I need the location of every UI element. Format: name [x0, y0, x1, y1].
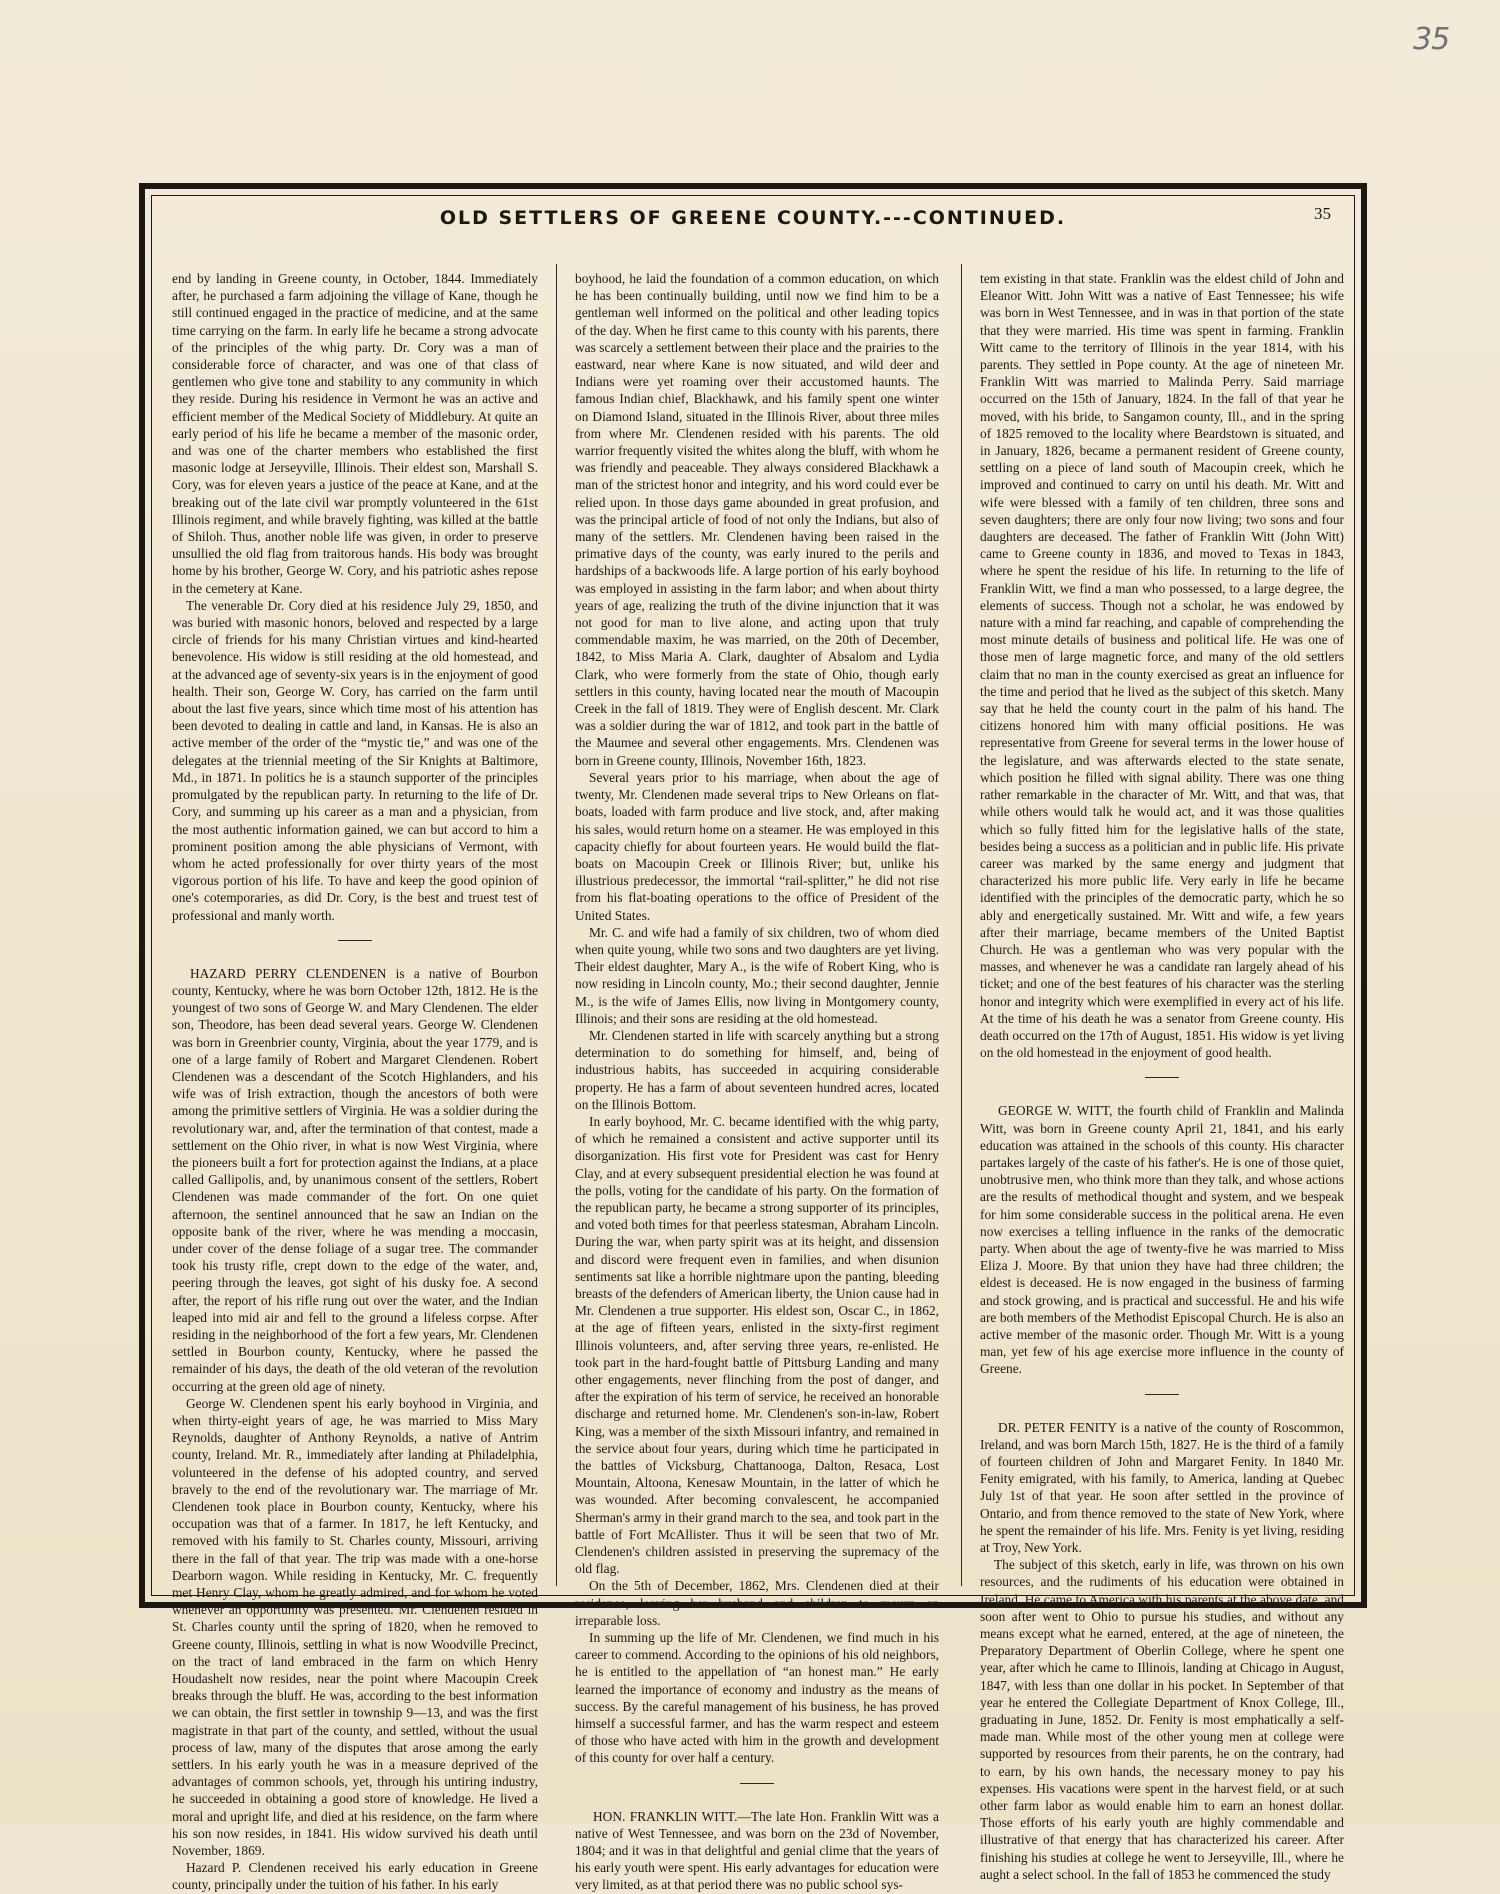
paragraph: boyhood, he laid the foundation of a common education, on which he has been continually building, until now we find him to be a gentleman well informed on the political and other leading topics of the day. When he first came to this county with his parents, there was scarcely a settlement between their place and the prairies to the eastward, near where Kane is now situated, and wild deer and Indians were yet roaming over their accustomed haunts. The famous Indian chief, Blackhawk, and his family spent one winter on Diamond Island, situated in the Illinois River, about three miles from where Mr. Clendenen resided with his parents. The old warrior frequently visited the whites along the bluff, with whom he was friendly and peaceable. They always considered Blackhawk a man of the strictest honor and integrity, and his word could ever be relied upon. In those days game abounded in great profusion, and was the principal article of food of not only the Indians, but also of many of the settlers. Mr. Clendenen having been raised in the primative days of the county, was early inured to the perils and hardships of a backwoods life. A large portion of his early boyhood was employed in assisting in the farm labor; and when about thirty years of age, realizing the truth of the divine injunction that it was not good for man to live alone, and acting upon that truly commendable maxim, he was married, on the 20th of December, 1842, to Miss Maria A. Clark, daughter of Absalom and Lydia Clark, who were formerly from the state of Ohio, though early settlers in this county, having located near the mouth of Macoupin Creek in the fall of 1819. They were of English descent. Mr. Clark was a soldier during the war of 1812, and took part in the battle of the Maumee and several other engagements. Mrs. Clendenen was born in Greene county, Illinois, November 16th, 1823.: [575, 271, 939, 768]
paragraph: end by landing in Greene county, in October, 1844. Immediately after, he purchased a farm adjoining the village of Kane, though he still continued engaged in the practice of medicine, and at the same time carrying on the farm. In early life he became a strong advocate of the principles of the whig party. Dr. Cory was a man of considerable force of character, and was one of that class of gentlemen who give tone and stability to any community in which they reside. During his residence in Vermont he was an active and efficient member of the Medical Society of Middlebury. At quite an early period of his life he became a member of the masonic order, and was one of the charter members who established the first masonic lodge at Jerseyville, Illinois. Their eldest son, Marshall S. Cory, was for eleven years a justice of the peace at Kane, and at the breaking out of the late civil war promptly volunteered in the 61st Illinois regiment, and while bravely fighting, was killed at the battle of Shiloh. Thus, another noble life was given, in order to preserve unsullied the old flag from traitorous hands. His body was brought home by his brother, George W. Cory, and his patriotic ashes repose in the cemetery at Kane.: [172, 271, 538, 596]
column-divider: [556, 264, 557, 1586]
page-number: 35: [1314, 204, 1331, 223]
section-separator: [338, 940, 372, 941]
section-separator: [740, 1783, 774, 1784]
paragraph: Mr. C. and wife had a family of six children, two of whom died when quite young, while two sons and two daughters are yet living. Their eldest daughter, Mary A., is the wife of Robert King, who is now residing in Lincoln county, Mo.; their second daughter, Jennie M., is the wife of James Ellis, now living in Montgomery county, Illinois; and their sons are residing at the old homestead.: [575, 924, 939, 1026]
running-title: OLD SETTLERS OF GREENE COUNTY.---CONTINUED.: [439, 207, 1067, 229]
section-separator: [1145, 1394, 1179, 1395]
biography-heading-paragraph: DR. PETER FENITY is a native of the county of Roscommon, Ireland, and was born March 15th, 1827. He is the third of a family of fourteen children of John and Margaret Fenity. In 1840 Mr. Fenity emigrated, with his family, to America, landing at Quebec July 1st of that year. He soon after settled in the province of Ontario, and from thence removed to the state of New York, where he spent the remainder of his life. Mrs. Fenity is yet living, residing at Troy, New York.: [980, 1419, 1344, 1556]
text-column-1: [172, 270, 538, 1893]
paragraph: George W. Clendenen spent his early boyhood in Virginia, and when thirty-eight years of age, he was married to Miss Mary Reynolds, daughter of Anthony Reynolds, a native of Antrim county, Ireland. Mr. R., immediately after landing at Philadelphia, volunteered in the defense of his adopted country, and served bravely to the end of the revolutionary war. The marriage of Mr. Clendenen took place in Bourbon county, Kentucky, where his occupation was that of a farmer. In 1817, he left Kentucky, and removed with his family to St. Charles county, Missouri, arriving there in the fall of that year. The trip was made with a one-horse Dearborn wagon. While residing in Kentucky, Mr. C. frequently met Henry Clay, whom he greatly admired, and for whom he voted whenever an opportunity was presented. Mr. Clendenen resided in St. Charles county until the spring of 1820, when he removed to Greene county, Illinois, settling in what is now Woodville Precinct, on the tract of land embraced in the farm on which Henry Houdashelt now resides, near the point where Macoupin Creek breaks through the bluff. He was, according to the best information we can obtain, the first settler in township 9—13, and was the first magistrate in that part of the county, and settled, without the usual process of law, many of the disputes that arose among the early settlers. In his early youth he was in a measure deprived of the advantages of common schools, yet, through his untiring industry, he succeeded in obtaining a good store of knowledge. He lived a moral and upright life, and died at his residence, on the farm where his son now resides, in 1841. His widow survived his death until November, 1869.: [172, 1395, 538, 1859]
paragraph: Mr. Clendenen started in life with scarcely anything but a strong determination to do something for himself, and, being of industrious habits, has succeeded in acquiring considerable property. He has a farm of about seventeen hundred acres, located on the Illinois Bottom.: [575, 1027, 939, 1112]
paragraph: tem existing in that state. Franklin was the eldest child of John and Eleanor Witt. John Witt was a native of East Tennessee; his wife was born in West Tennessee, and in was in that portion of the state that they were married. His time was spent in farming. Franklin Witt came to the territory of Illinois in the year 1814, with his parents. They settled in Pope county. At the age of nineteen Mr. Franklin Witt was married to Malinda Perry. Said marriage occurred on the 15th of January, 1824. In the fall of that year he moved, with his bride, to Sangamon county, Ill., and in the spring of 1825 removed to the locality where Beardstown is situated, and in January, 1826, became a permanent resident of Greene county, settling on a piece of land south of Macoupin creek, which he improved and continued to carry on until his death. Mr. Witt and wife were blessed with a family of ten children, three sons and seven daughters; there are only four now living; two sons and four daughters are deceased. The father of Franklin Witt (John Witt) came to Greene county in 1836, and moved to Texas in 1843, where he spent the residue of his life. In returning to the life of Franklin Witt, we find a man who possessed, to a large degree, the elements of success. Though not a scholar, he was endowed by nature with a mind far reaching, and capable of comprehending the most minute details of business and political life. He was one of those men of large magnetic force, and many of the old settlers claim that no man in the county exercised as great an influence for the time and period that he lived as the subject of this sketch. Many say that he held the county court in the palm of his hand. The citizens honored him with many official positions. He was representative from Greene for several terms in the lower house of the legislature, and was afterwards elected to the state senate, which position he filled with signal ability. There was one thing rather remarkable in the character of Mr. Witt, and that was, that while others would talk he would act, and it was those qualities which so fully fitted him for the legislative halls of the state, besides being a success as a politician and in public life. His private career was marked by the same energy and judgment that characterized his more public life. Very early in life he became identified with the principles of the democratic party, which he so ably and energetically sustained. Mr. Witt and wife, a few years after their marriage, became members of the United Baptist Church. He was a gentleman who was very popular with the masses, and whenever he was a candidate ran largely ahead of his ticket; and one of the best features of his character was the sterling honor and integrity which were exemplified in every act of his life. At the time of his death he was a senator from Greene county. His death occurred on the 17th of August, 1851. His widow is yet living on the old homestead in the enjoyment of good health.: [980, 271, 1344, 1061]
column-divider: [961, 264, 962, 1586]
text-column-3: [980, 270, 1344, 1882]
paragraph: The venerable Dr. Cory died at his residence July 29, 1850, and was buried with masonic honors, beloved and respected by a large circle of friends for his many Christian virtues and kind-hearted benevolence. His widow is still residing at the old homestead, and at the advanced age of seventy-six years is in the enjoyment of good health. Their son, George W. Cory, has carried on the farm until about the last five years, since which time most of his attention has been devoted to dealing in cattle and land, in Kansas. He is also an active member of the order of the “mystic tie,” and was one of the delegates at the triennial meeting of the Sir Knights at Baltimore, Md., in 1871. In politics he is a staunch supporter of the principles promulgated by the republican party. In returning to the life of Dr. Cory, and summing up his career as a man and a physician, from the most authentic information gained, we can but accord to him a prominent position among the able physicians of Vermont, with whom he acted professionally for over thirty years of the most vigorous portion of his life. To have and keep the good opinion of one's cotemporaries, as did Dr. Cory, is the best and truest test of professional and manly worth.: [172, 597, 538, 923]
paragraph: In summing up the life of Mr. Clendenen, we find much in his career to commend. According to the opinions of his old neighbors, he is entitled to the appellation of “an honest man.” He early learned the importance of economy and industry as the means of success. By the careful management of his business, he has proved himself a successful farmer, and has the warm respect and esteem of those who have acted with him in the growth and development of this county for over half a century.: [575, 1630, 939, 1766]
paragraph: The subject of this sketch, early in life, was thrown on his own resources, and the rudiments of his education were obtained in Ireland. He came to America with his parents at the above date, and soon after went to Ohio to pursue his studies, and without any means except what he earned, entered, at the age of nineteen, the Preparatory Department of Oberlin College, where he spent one year, after which he came to Illinois, landing at Chicago in August, 1847, with less than one dollar in his pocket. In September of that year he entered the Collegiate Department of Knox College, Ill., graduating in June, 1852. Dr. Fenity is most emphatically a self-made man. While most of the other young men at college were supported by resources from their parents, he on the contrary, had to earn, by his own hands, the necessary money to pay his expenses. His vacations were spent in the harvest field, or at such other farm labor as would enable him to earn an honest dollar. Those efforts of his early youth are highly commendable and illustrative of that energy that has characterized his career. After finishing his studies at college he went to Jerseyville, Ill., where he aught a select school. In the fall of 1853 he commenced the study: [980, 1557, 1344, 1882]
text-column-2: [575, 270, 939, 1893]
biography-heading-paragraph: HAZARD PERRY CLENDENEN is a native of Bourbon county, Kentucky, where he was born October 12th, 1812. He is the youngest of two sons of George W. and Mary Clendenen. The elder son, Theodore, has been dead several years. George W. Clendenen was born in Greenbrier county, Virginia, about the year 1779, and is one of a large family of Robert and Margaret Clendenen. Robert Clendenen was a descendant of the Scotch Highlanders, and his wife was of Irish extraction, though the ancestors of both were among the primitive settlers of Virginia. He was a soldier during the revolutionary war, and, after the termination of that contest, made a settlement on the Ohio river, in what is now West Virginia, where the pioneers built a fort for protection against the Indians, at a place called Gallipolis, and, by unanimous consent of the settlers, Robert Clendenen was made commander of the fort. On one quiet afternoon, the sentinel announced that he saw an Indian on the opposite bank of the river, where he was mending a moccasin, under cover of the dense foliage of a sugar tree. The commander took his trusty rifle, crept down to the edge of the water, and, peering through the leaves, got sight of his dusky foe. A second after, the report of his rifle rung out over the water, and the Indian leaped into mid air and fell to the ground a lifeless corpse. After residing in the neighborhood of the fort a few years, Mr. Clendenen settled in Bourbon county, Kentucky, where he passed the remainder of his days, the death of the old veteran of the revolution occurring at the green old age of ninety.: [172, 965, 538, 1394]
paragraph: On the 5th of December, 1862, Mrs. Clendenen died at their residence, leaving her husband and children to mourn an irreparable loss.: [575, 1578, 939, 1628]
biography-heading-paragraph: GEORGE W. WITT, the fourth child of Franklin and Malinda Witt, was born in Greene county April 21, 1841, and his early education was attained in the schools of this county. His character partakes largely of the caste of his father's. He is one of those quiet, unobtrusive men, who think more than they talk, and whose actions are the results of methodical thought and system, and we bespeak for him some considerable success in the political arena. He even now exercises a telling influence in the ranks of the democratic party. When about the age of twenty-five he was married to Miss Eliza J. Moore. By that union they have had three children; the eldest is deceased. He is now engaged in the business of farming and stock growing, and is practical and successful. He and his wife are both members of the Methodist Episcopal Church. He is also an active member of the masonic order. Though Mr. Witt is a young man, yet few of his age exercise more influence in the county of Greene.: [980, 1103, 1344, 1377]
page-header: [153, 203, 1353, 233]
section-separator: [1145, 1077, 1179, 1078]
paragraph: In early boyhood, Mr. C. became identified with the whig party, of which he remained a consistent and active supporter until its disorganization. His first vote for President was cast for Henry Clay, and at every subsequent presidential election he was found at the polls, voting for the candidate of his party. On the formation of the republican party, he became a strong supporter of its principles, and voted both times for that peerless statesman, Abraham Lincoln. During the war, when party spirit was at its height, and dissension and discord were frequent even in families, and when disunion sentiments sat like a horrible nightmare upon the panting, bleeding breasts of the defenders of American liberty, the Union cause had in Mr. Clendenen a true supporter. His eldest son, Oscar C., in 1862, at the age of fifteen years, enlisted in the sixty-first regiment Illinois volunteers, and, after serving three years, re-enlisted. He took part in the hard-fought battle of Pittsburg Landing and many other engagements, never flinching from the post of danger, and after the expiration of his term of service, he received an honorable discharge and returned home. Mr. Clendenen's son-in-law, Robert King, was a member of the sixth Missouri infantry, and remained in the service about four years, during which time he participated in the battles of Vicksburg, Chattanooga, Dalton, Resaca, Lost Mountain, Altoona, Kenesaw Mountain, in the latter of which he was wounded. After becoming convalescent, he accompanied Sherman's army in their grand march to the sea, and took part in the battle of Fort McAllister. Thus it will be seen that two of Mr. Clendenen's children assisted in preserving the supremacy of the old flag.: [575, 1113, 939, 1577]
paragraph: Several years prior to his marriage, when about the age of twenty, Mr. Clendenen made several trips to New Orleans on flat-boats, loaded with farm produce and live stock, and, after making his sales, would return home on a steamer. He was employed in this capacity chiefly for about fourteen years. He would build the flat-boats on Macoupin Creek or Illinois River; but, unlike his illustrious predecessor, the immortal “rail-splitter,” he did not rise from his flat-boating operations to the office of President of the United States.: [575, 769, 939, 923]
biography-heading-paragraph: HON. FRANKLIN WITT.—The late Hon. Franklin Witt was a native of West Tennessee, and was born on the 23d of November, 1804; and it was in that delightful and genial clime that the years of his early youth were spent. His early advantages for education were very limited, as at that period there was no public school sys-: [575, 1808, 939, 1893]
handwritten-page-mark: 35: [1413, 22, 1450, 57]
paragraph: Hazard P. Clendenen received his early education in Greene county, principally under the tuition of his father. In his early: [172, 1860, 538, 1893]
